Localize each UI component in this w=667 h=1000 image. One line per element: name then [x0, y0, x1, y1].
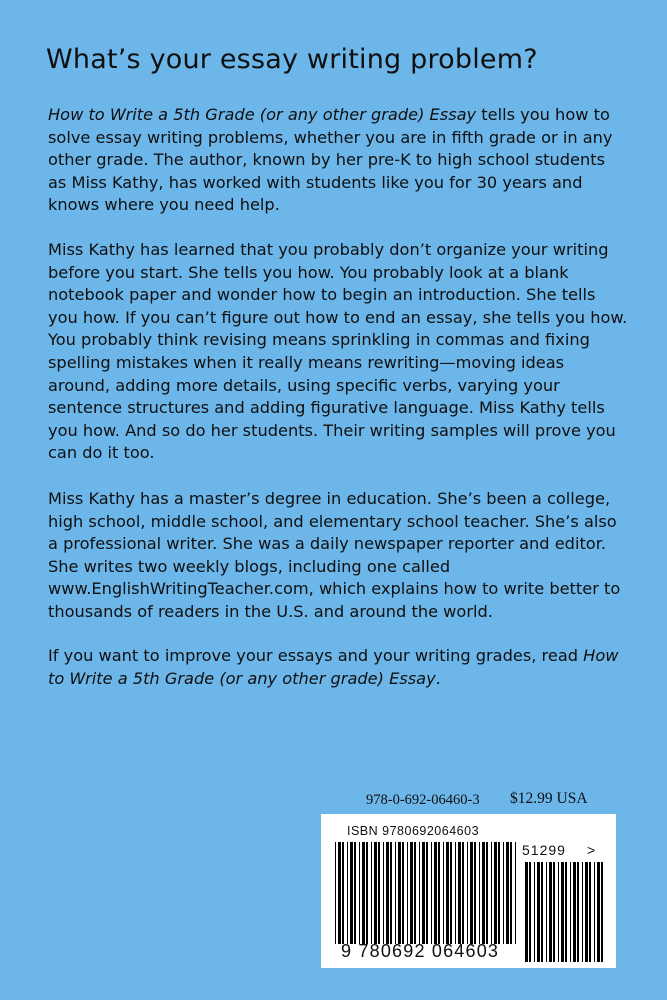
barcode-bar — [549, 862, 552, 962]
barcode-bar — [398, 842, 401, 944]
barcode-bar — [354, 842, 356, 944]
barcode-bar — [378, 842, 380, 944]
barcode-bar — [374, 842, 377, 944]
barcode-bar — [335, 842, 336, 944]
barcode-bar — [434, 842, 437, 944]
cover-blurb — [48, 104, 628, 713]
barcode-bar — [419, 842, 420, 944]
barcode-bar — [479, 842, 480, 944]
barcode-bar — [362, 842, 365, 944]
barcode-panel — [321, 814, 616, 968]
barcode-bar — [594, 862, 595, 962]
barcode-bar — [570, 862, 571, 962]
blurb-paragraph-4-end: . — [435, 669, 441, 689]
barcode-bar — [438, 842, 440, 944]
barcode-bar — [426, 842, 428, 944]
barcode-bar — [390, 842, 392, 944]
barcode-bar — [537, 862, 540, 962]
barcode-bar — [525, 862, 528, 962]
barcode-bar — [577, 862, 579, 962]
barcode-bar — [338, 842, 341, 944]
cover-heading: What’s your essay writing problem? — [46, 44, 538, 75]
barcode-bar — [491, 842, 492, 944]
barcode-bar — [494, 842, 497, 944]
barcode-bar — [455, 842, 456, 944]
barcode-bar — [498, 842, 500, 944]
book-title-italic-2: How to Write a 5th Grade (or any other grade) Essay — [48, 646, 619, 689]
blurb-paragraph-1-text: tells you how to solve essay writing problems, whether you are in fifth grade or in any other grade. The author, known by her pre-K to high school students as Miss Kathy, has worked with students like you for 30 years and knows where you need help. — [48, 105, 613, 215]
blurb-paragraph-3: Miss Kathy has a master’s degree in education. She’s been a college, high school, middle school, and elementary school teacher. She’s also a professional writer. She was a daily newspaper reporter and editor. She writes two weekly blogs, including one called www.EnglishWritingTeacher.com, which explains how to write better to thousands of readers in the U.S. and around the world. — [48, 488, 621, 621]
blurb-paragraph-1 — [48, 104, 628, 217]
barcode-bar — [443, 842, 444, 944]
barcode-bar — [597, 862, 600, 962]
book-title-italic: How to Write a 5th Grade (or any other grade) Essay — [48, 105, 477, 124]
barcode-bar — [422, 842, 425, 944]
barcode-bar — [585, 862, 588, 962]
barcode-bar — [482, 842, 485, 944]
blurb-paragraph-2: Miss Kathy has learned that you probably don’t organize your writing before you start. She tells you how. You probably look at a blank notebook paper and wonder how to begin an introduction. She tells you how. If you can’t figure out how to end an essay, she tells you how. You probably think revising means sprinkling in commas and fixing spelling mistakes when it really means rewriting—moving ideas around, adding more details, using specific verbs, varying your sentence structures and adding figurative language. Miss Kathy tells you how. And so do her students. Their writing samples will prove you can do it too. — [48, 239, 628, 463]
barcode-bar — [359, 842, 360, 944]
barcode-digits: 9 780692 064603 — [341, 941, 500, 961]
barcode-bar — [601, 862, 603, 962]
barcode-bar — [486, 842, 488, 944]
barcode-bar — [506, 842, 509, 944]
blurb-paragraph-4 — [48, 645, 628, 690]
barcode-bar — [414, 842, 416, 944]
barcode-bar — [467, 842, 468, 944]
barcode-bar — [474, 842, 476, 944]
barcode-bar — [546, 862, 547, 962]
barcode-bar — [383, 842, 384, 944]
barcode-bar — [410, 842, 413, 944]
barcode-bar — [350, 842, 353, 944]
barcode-bar — [529, 862, 531, 962]
barcode-bar — [553, 862, 555, 962]
barcode-bar — [565, 862, 567, 962]
barcode-bar — [446, 842, 449, 944]
barcode-bar — [470, 842, 473, 944]
barcode-bar — [347, 842, 348, 944]
barcode-bar — [371, 842, 372, 944]
barcode-arrow: > — [587, 842, 596, 858]
barcode-bar — [558, 862, 559, 962]
barcode-bar — [386, 842, 389, 944]
barcode-bar — [561, 862, 564, 962]
barcode-bar — [541, 862, 543, 962]
barcode-bar — [534, 862, 535, 962]
barcode-isbn-label: ISBN 9780692064603 — [347, 824, 480, 838]
barcode-bar — [589, 862, 591, 962]
barcode-bar — [407, 842, 408, 944]
price-label: $12.99 USA — [510, 790, 588, 807]
barcode-bar — [515, 842, 516, 944]
barcode-bar — [395, 842, 396, 944]
barcode-bar — [431, 842, 432, 944]
barcode-bar — [573, 862, 576, 962]
barcode-bar — [582, 862, 583, 962]
barcode-bar — [503, 842, 504, 944]
barcode-bar — [458, 842, 461, 944]
barcode-price-code: 51299 — [522, 842, 566, 858]
barcode-bar — [342, 842, 344, 944]
barcode-bar — [366, 842, 368, 944]
barcode-bar — [450, 842, 452, 944]
barcode-bar — [462, 842, 464, 944]
blurb-paragraph-4-text: If you want to improve your essays and your writing grades, read — [48, 646, 584, 666]
isbn-number: 978-0-692-06460-3 — [366, 792, 480, 808]
barcode-bar — [510, 842, 512, 944]
barcode-bar — [402, 842, 404, 944]
